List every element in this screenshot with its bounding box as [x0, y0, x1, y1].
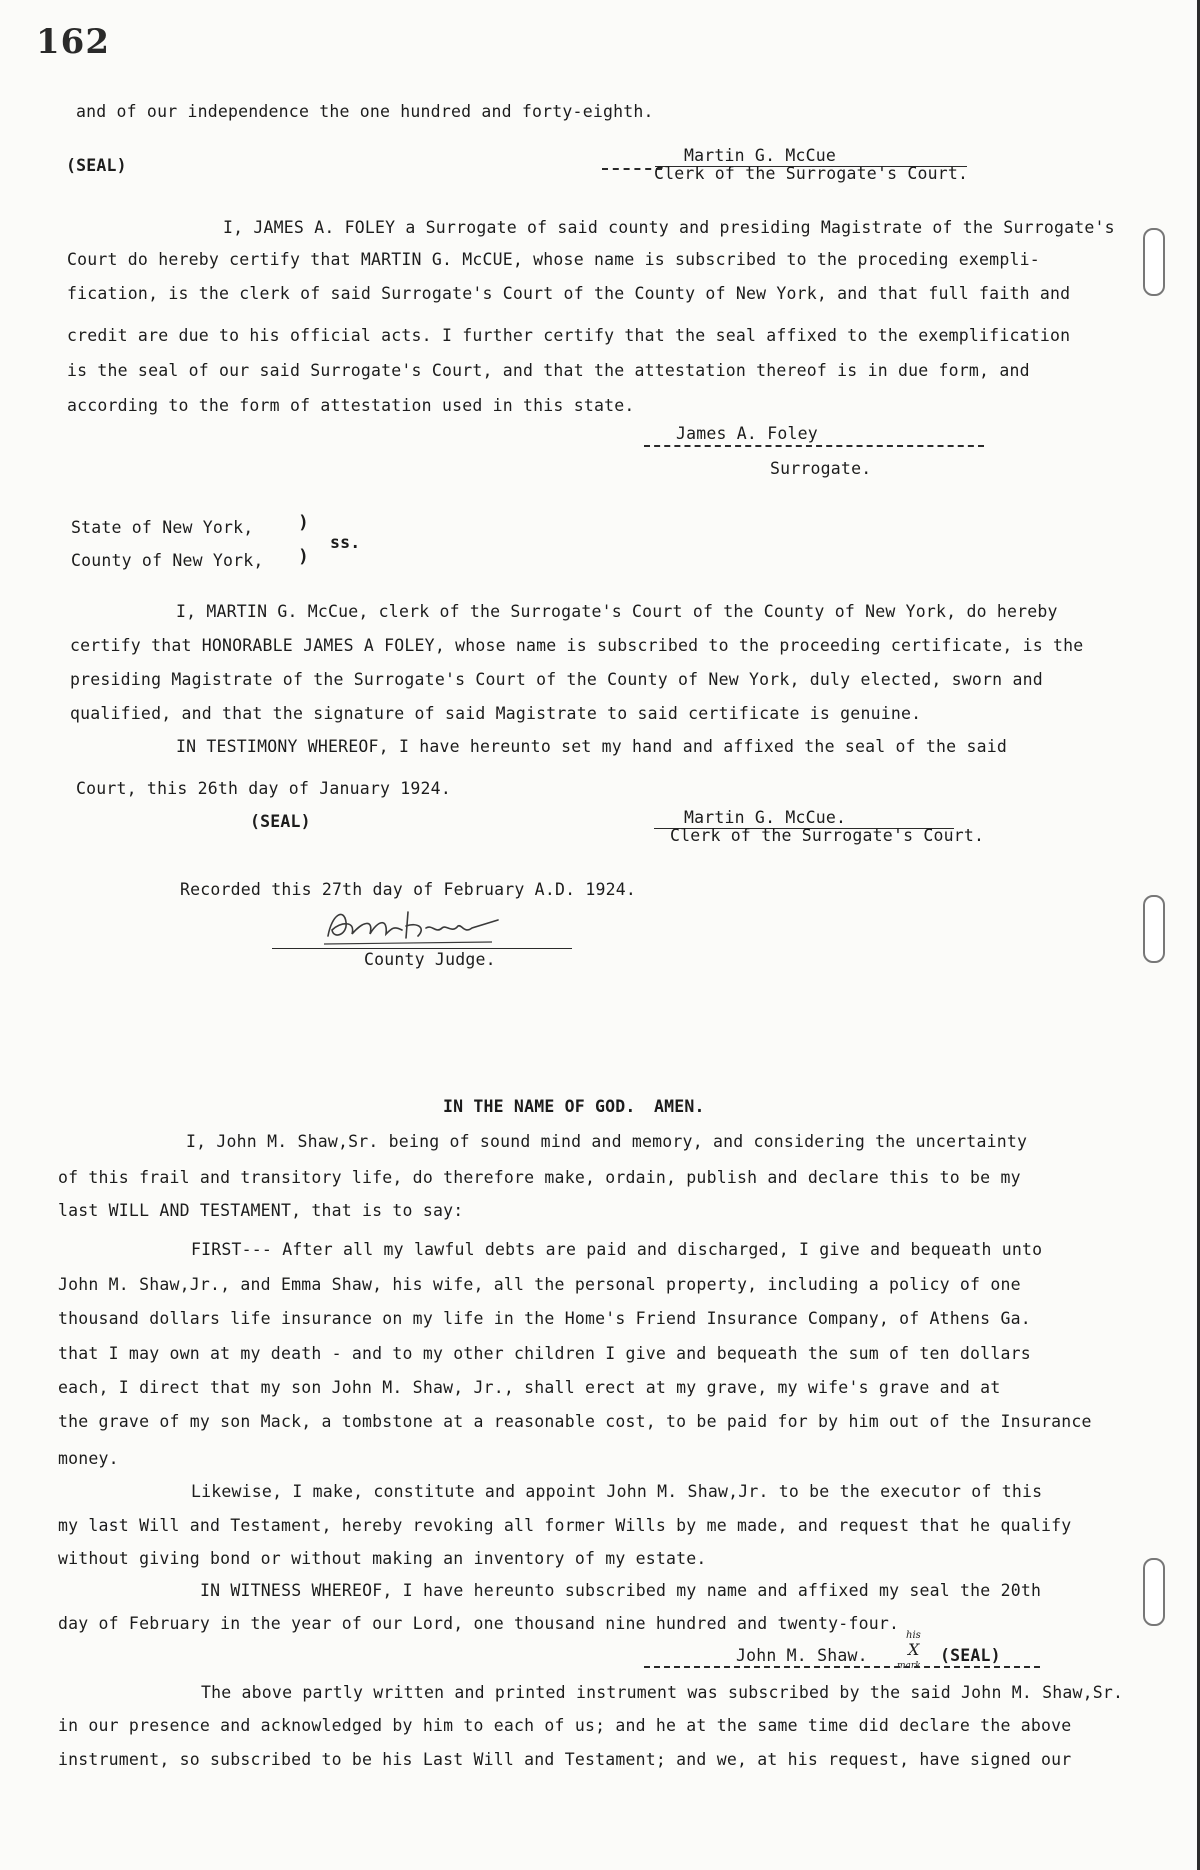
foley-signature-line: [644, 445, 984, 447]
will-line-4: FIRST--- After all my lawful debts are paid and discharged, I give and bequeath unto: [191, 1240, 1043, 1259]
testator-mark-top: his: [906, 1630, 921, 1641]
will-line-13: without giving bond or without making an inventory of my estate.: [58, 1549, 707, 1568]
will-line-6: thousand dollars life insurance on my life in the Home's Friend Insurance Company, of Athens Ga.: [58, 1309, 1031, 1328]
signature-dash: [602, 168, 662, 170]
will-line-12: my last Will and Testament, hereby revoking all former Wills by me made, and request that he qualify: [58, 1516, 1072, 1535]
will-line-15: day of February in the year of our Lord, one thousand nine hundred and twenty-four.: [58, 1614, 900, 1633]
seal-label: (SEAL): [66, 156, 127, 175]
will-heading-amen: AMEN.: [654, 1097, 705, 1116]
venue-county: County of New York,: [71, 551, 264, 570]
foley-certificate-line-2: Court do hereby certify that MARTIN G. McCUE, whose name is subscribed to the proceding exempli-: [67, 250, 1040, 269]
attestation-line-3: instrument, so subscribed to be his Last Will and Testament; and we, at his request, have signed our: [58, 1750, 1072, 1769]
will-line-10: money.: [58, 1449, 119, 1468]
county-judge-signature-line: [272, 948, 572, 949]
attestation-line-1: The above partly written and printed instrument was subscribed by the said John M. Shaw,Sr.: [201, 1683, 1124, 1702]
testator-signature-line: [644, 1666, 1040, 1668]
venue-ss: ss.: [330, 533, 361, 552]
page-number: 162: [36, 22, 110, 62]
foley-certificate-line-4: credit are due to his official acts. I further certify that the seal affixed to the exemplification: [67, 326, 1071, 345]
clerk-signature-name: Martin G. McCue: [684, 146, 837, 165]
foley-certificate-line-1: I, JAMES A. FOLEY a Surrogate of said county and presiding Magistrate of the Surrogate's: [223, 218, 1115, 237]
mccue-certificate-line-1: I, MARTIN G. McCue, clerk of the Surrogate's Court of the County of New York, do hereby: [176, 602, 1058, 621]
will-heading: IN THE NAME OF GOD.: [443, 1097, 636, 1116]
mccue-certificate-line-5: IN TESTIMONY WHEREOF, I have hereunto set my hand and affixed the seal of the said: [176, 737, 1007, 756]
punch-hole-middle: [1143, 895, 1165, 963]
testator-signature-name: John M. Shaw.: [736, 1646, 868, 1665]
will-line-9: the grave of my son Mack, a tombstone at a reasonable cost, to be paid for by him out of the Insurance: [58, 1412, 1092, 1431]
will-line-2: of this frail and transitory life, do therefore make, ordain, publish and declare this to be my: [58, 1168, 1021, 1187]
foley-signature-name: James A. Foley: [676, 424, 818, 443]
will-line-14: IN WITNESS WHEREOF, I have hereunto subscribed my name and affixed my seal the 20th: [200, 1581, 1042, 1600]
mccue-seal-label: (SEAL): [250, 812, 311, 831]
will-line-1: I, John M. Shaw,Sr. being of sound mind and memory, and considering the uncertainty: [186, 1132, 1028, 1151]
testator-mark-bottom: mark: [897, 1661, 921, 1671]
venue-bracket-bottom: ): [298, 546, 309, 567]
continuation-line: and of our independence the one hundred and forty-eighth.: [76, 102, 654, 121]
foley-title: Surrogate.: [770, 459, 872, 478]
clerk-signature-title: Clerk of the Surrogate's Court.: [654, 164, 969, 183]
will-line-3: last WILL AND TESTAMENT, that is to say:: [58, 1201, 464, 1220]
foley-certificate-line-5: is the seal of our said Surrogate's Court, and that the attestation thereof is in due form, and: [67, 361, 1030, 380]
recording-statement: Recorded this 27th day of February A.D. 1924.: [180, 880, 637, 899]
testator-mark-x: X: [908, 1640, 920, 1659]
foley-certificate-line-6: according to the form of attestation used in this state.: [67, 396, 635, 415]
will-line-7: that I may own at my death - and to my other children I give and bequeath the sum of ten dollars: [58, 1344, 1031, 1363]
mccue-certificate-line-2: certify that HONORABLE JAMES A FOLEY, whose name is subscribed to the proceeding certificate, is the: [70, 636, 1084, 655]
mccue-certificate-line-6: Court, this 26th day of January 1924.: [76, 779, 451, 798]
foley-certificate-line-3: fication, is the clerk of said Surrogate's Court of the County of New York, and that full faith and: [67, 284, 1071, 303]
will-line-8: each, I direct that my son John M. Shaw, Jr., shall erect at my grave, my wife's grave and at: [58, 1378, 1001, 1397]
punch-hole-top: [1143, 228, 1165, 296]
will-line-5: John M. Shaw,Jr., and Emma Shaw, his wife, all the personal property, including a policy of one: [58, 1275, 1021, 1294]
will-line-11: Likewise, I make, constitute and appoint John M. Shaw,Jr. to be the executor of this: [191, 1482, 1043, 1501]
testator-seal-label: (SEAL): [940, 1646, 1001, 1665]
venue-bracket-top: ): [298, 512, 309, 533]
mccue-signature-name: Martin G. McCue.: [684, 808, 847, 827]
county-judge-title: County Judge.: [364, 950, 496, 969]
county-judge-signature: [322, 900, 522, 950]
punch-hole-bottom: [1143, 1558, 1165, 1626]
venue-state: State of New York,: [71, 518, 254, 537]
mccue-certificate-line-4: qualified, and that the signature of said Magistrate to said certificate is genuine.: [70, 704, 922, 723]
attestation-line-2: in our presence and acknowledged by him to each of us; and he at the same time did declare the above: [58, 1716, 1072, 1735]
mccue-title: Clerk of the Surrogate's Court.: [670, 826, 985, 845]
mccue-certificate-line-3: presiding Magistrate of the Surrogate's Court of the County of New York, duly elected, sworn and: [70, 670, 1043, 689]
